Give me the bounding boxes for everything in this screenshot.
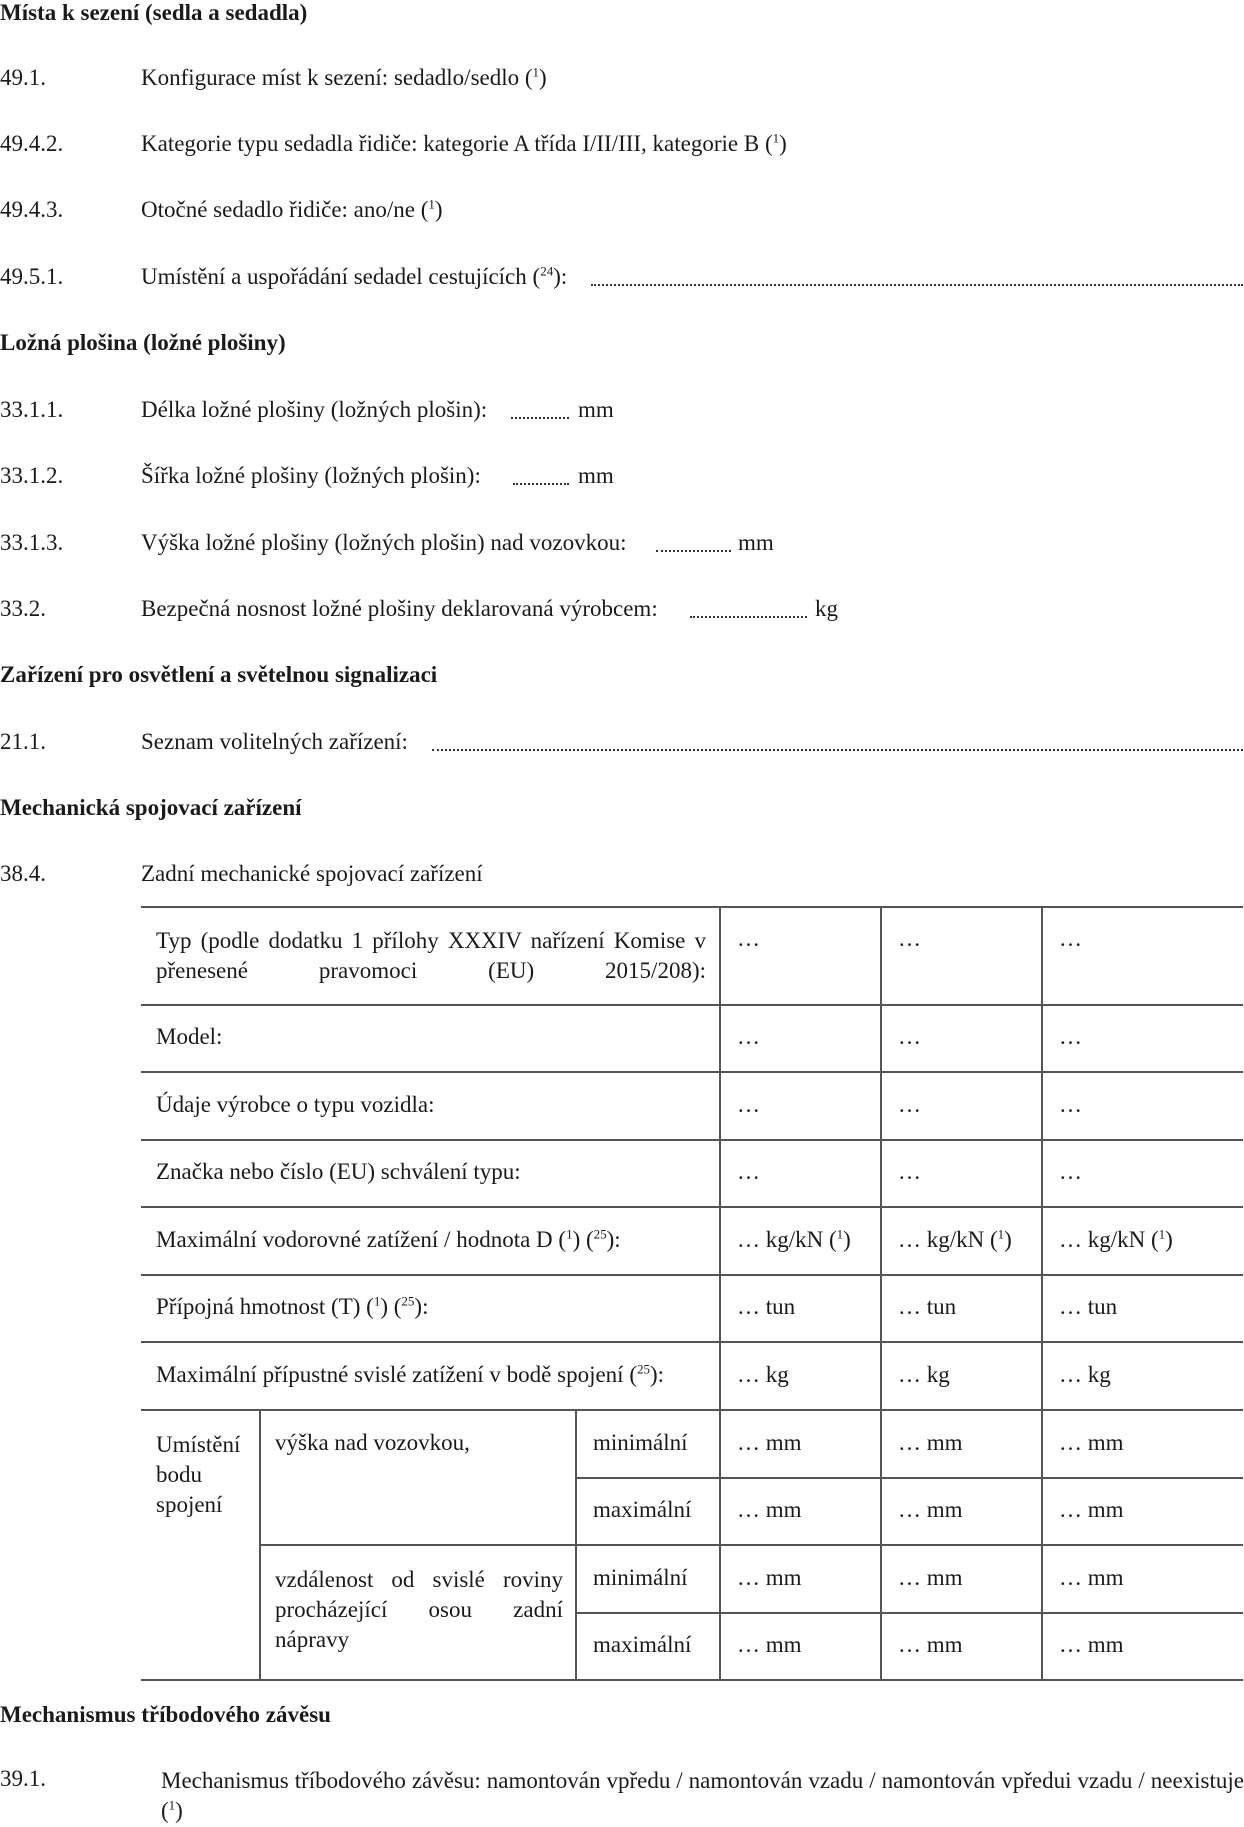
table-cell-value[interactable]: … mm [737,1632,802,1657]
table-cell-value[interactable]: … [1059,926,1082,951]
table-rule [141,1004,1243,1006]
table-column-rule [719,906,721,1681]
table-cell-value[interactable]: … [737,926,760,951]
table-cell-value[interactable]: … tun [737,1294,796,1319]
table-cell-value[interactable]: … tun [898,1294,957,1319]
fill-in-dotted-line[interactable] [656,550,731,552]
item-number: 33.1.2. [0,463,64,488]
item-text-safe-payload: Bezpečná nosnost ložné plošiny deklarovaná výrobcem: [141,596,658,621]
unit-label: kg [815,596,838,621]
table-cell-value[interactable]: … tun [1059,1294,1118,1319]
table-cell-value[interactable]: … mm [1059,1565,1124,1590]
table-label-approval: Značka nebo číslo (EU) schválení typu: [156,1159,521,1184]
item-number: 33.1.3. [0,530,64,555]
item-text-swivel-seat: Otočné sedadlo řidiče: ano/ne ($^1$) [141,196,443,222]
table-label-minimum: minimální [593,1430,688,1455]
table-column-rule [880,906,882,1681]
table-column-rule [575,1409,577,1681]
table-cell-value[interactable]: … [898,926,921,951]
table-cell-value[interactable]: … mm [737,1565,802,1590]
table-rule [141,1274,1243,1276]
table-cell-value[interactable]: … [737,1092,760,1117]
item-text-platform-length: Délka ložné plošiny (ložných plošin): [141,397,488,422]
table-cell-value[interactable]: … [1059,1159,1082,1184]
table-cell-value[interactable]: … mm [898,1497,963,1522]
table-cell-value[interactable]: … mm [737,1497,802,1522]
table-cell-value[interactable]: … mm [898,1430,963,1455]
table-column-rule [1041,906,1043,1681]
item-number: 49.4.2. [0,131,64,156]
table-cell-value[interactable]: … mm [737,1430,802,1455]
item-text-rear-coupling: Zadní mechanické spojovací zařízení [141,861,483,886]
table-label-type: Typ (podle dodatku 1 přílohy XXXIV nařízení Komise v přenesené pravomoci (EU) 2015/208): [156,928,706,983]
coupling-device-table [141,906,1243,1682]
item-text-platform-width: Šířka ložné plošiny (ložných plošin): [141,463,481,488]
section-heading-three-point-linkage: Mechanismus tříbodového závěsu [0,1702,331,1727]
table-cell-value[interactable]: … kg/kN ($^1$) [737,1226,851,1252]
table-cell-value[interactable]: … [737,1159,760,1184]
table-rule [141,1139,1243,1141]
table-label-towable-mass: Přípojná hmotnost (T) ($^1$) ($^{25}$): [156,1293,429,1319]
item-text-passenger-seats: Umístění a uspořádání sedadel cestujících ($^{24}$): [141,263,568,289]
table-cell-value[interactable]: … mm [1059,1497,1124,1522]
item-text-optional-devices: Seznam volitelných zařízení: [141,729,408,754]
table-cell-value[interactable]: … mm [1059,1632,1124,1657]
item-number: 49.5.1. [0,264,64,289]
table-cell-value[interactable]: … kg/kN ($^1$) [898,1226,1012,1252]
table-column-rule [259,1409,261,1681]
table-cell-value[interactable]: … mm [898,1565,963,1590]
table-label-height-above-road: výška nad vozovkou, [275,1430,470,1455]
section-heading-coupling: Mechanická spojovací zařízení [0,795,302,820]
unit-label: mm [578,463,614,488]
section-heading-lighting: Zařízení pro osvětlení a světelnou signalizaci [0,662,438,687]
table-cell-value[interactable]: … [898,1092,921,1117]
item-text-driver-seat-category: Kategorie typu sedadla řidiče: kategorie A třída I/II/III, kategorie B ($^1$) [141,130,787,156]
item-number: 38.4. [0,861,46,886]
table-cell-value[interactable]: … kg [898,1362,950,1387]
item-text-platform-height: Výška ložné plošiny (ložných plošin) nad vozovkou: [141,530,627,555]
table-cell-value[interactable]: … kg [737,1362,789,1387]
table-cell-value[interactable]: … [1059,1092,1082,1117]
table-cell-value[interactable]: … [898,1024,921,1049]
table-rule [141,1071,1243,1073]
table-rule [576,1612,1243,1614]
unit-label: mm [578,397,614,422]
item-number: 49.1. [0,65,46,90]
table-rule [141,1409,1243,1411]
fill-in-dotted-line[interactable] [511,417,569,419]
section-heading-seats: Místa k sezení (sedla a sedadla) [0,0,308,25]
table-rule [141,906,1243,908]
table-label-maximum: maximální [593,1632,692,1657]
table-label-distance-from-axle: vzdálenost od svislé roviny procházející osou zadní nápravy [275,1567,563,1652]
table-rule [141,1679,1243,1681]
table-label-model: Model: [156,1024,223,1049]
fill-in-dotted-line[interactable] [591,284,1243,286]
table-cell-value[interactable]: … kg/kN ($^1$) [1059,1226,1173,1252]
fill-in-dotted-line[interactable] [513,483,569,485]
item-number: 49.4.3. [0,197,64,222]
table-rule [141,1341,1243,1343]
table-cell-value[interactable]: … kg [1059,1362,1111,1387]
item-number: 33.1.1. [0,397,64,422]
fill-in-dotted-line[interactable] [432,749,1243,751]
table-rule [141,1206,1243,1208]
table-cell-value[interactable]: … [737,1024,760,1049]
table-label-maximum: maximální [593,1497,692,1522]
table-cell-value[interactable]: … [898,1159,921,1184]
item-text-seat-configuration: Konfigurace míst k sezení: sedadlo/sedlo ($^1$) [141,64,547,90]
table-label-vertical-load: Maximální přípustné svislé zatížení v bodě spojení ($^{25}$): [156,1361,665,1387]
table-label-manufacturer: Údaje výrobce o typu vozidla: [156,1092,435,1117]
item-text-three-point-linkage: Mechanismus tříbodového závěsu: namontován vpředu / namontován vzadu / namontován vpředui vzadu / neexistuje ($^1$) [161,1768,1244,1823]
item-number: 39.1. [0,1766,46,1791]
table-cell-value[interactable]: … [1059,1024,1082,1049]
table-cell-value[interactable]: … mm [1059,1430,1124,1455]
unit-label: mm [738,530,774,555]
table-label-minimum: minimální [593,1565,688,1590]
table-rule [259,1544,1243,1546]
table-rule [576,1477,1243,1479]
section-heading-platform: Ložná plošina (ložné plošiny) [0,330,286,355]
table-cell-value[interactable]: … mm [898,1632,963,1657]
table-label-coupling-location: Umístění bodu spojení [156,1432,241,1517]
item-number: 33.2. [0,596,46,621]
table-label-max-load: Maximální vodorovné zatížení / hodnota D ($^1$) ($^{25}$): [156,1226,621,1252]
fill-in-dotted-line[interactable] [690,616,807,618]
item-number: 21.1. [0,729,46,754]
